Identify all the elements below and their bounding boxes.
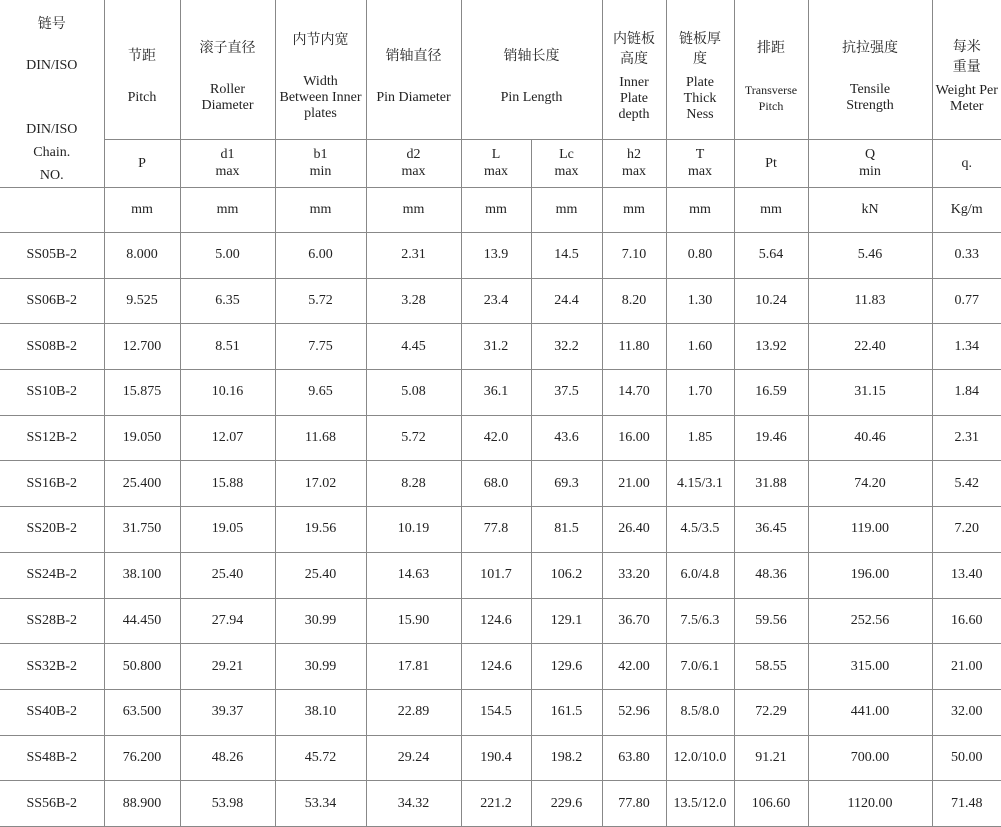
cell-chain-number: SS48B-2 <box>0 735 104 781</box>
cell-weight-per-meter: 32.00 <box>932 689 1001 735</box>
sym-roller <box>180 139 275 187</box>
header-pin-diameter-en: Pin Diameter <box>367 90 461 106</box>
header-roller-zh: 滚子直径 <box>181 38 275 58</box>
cell-chain-number: SS16B-2 <box>0 461 104 507</box>
header-chain <box>0 0 104 188</box>
header-pin-diameter <box>366 0 461 139</box>
sym-l-limit: max <box>462 163 531 180</box>
cell-roller-diameter: 39.37 <box>180 689 275 735</box>
sym-inner-plate-name: h2 <box>603 146 666 163</box>
sym-width-name: b1 <box>276 146 366 163</box>
table-row <box>0 415 1001 461</box>
sym-pin-diameter <box>366 139 461 187</box>
cell-pin-length-lc: 129.1 <box>531 598 602 644</box>
cell-inner-plate-depth: 16.00 <box>602 415 666 461</box>
cell-weight-per-meter: 0.77 <box>932 278 1001 324</box>
sym-pin-diameter-name: d2 <box>367 146 461 163</box>
cell-pitch: 9.525 <box>104 278 180 324</box>
cell-tensile-strength: 11.83 <box>808 278 932 324</box>
unit-tensile: kN <box>808 188 932 233</box>
cell-transverse-pitch: 31.88 <box>734 461 808 507</box>
cell-transverse-pitch: 91.21 <box>734 735 808 781</box>
sym-tensile <box>808 139 932 187</box>
cell-pin-length-lc: 14.5 <box>531 233 602 279</box>
header-pin-length-zh: 销轴长度 <box>462 46 602 66</box>
unit-pitch: mm <box>104 188 180 233</box>
header-pin-length-en: Pin Length <box>462 90 602 106</box>
cell-inner-width: 7.75 <box>275 324 366 370</box>
sym-pitch-name: P <box>105 155 180 172</box>
cell-pin-length-l: 124.6 <box>461 644 531 690</box>
cell-pin-length-l: 36.1 <box>461 370 531 416</box>
header-chain-sub-3: NO. <box>0 164 104 187</box>
cell-pitch: 88.900 <box>104 781 180 827</box>
unit-width: mm <box>275 188 366 233</box>
cell-roller-diameter: 8.51 <box>180 324 275 370</box>
table-row <box>0 689 1001 735</box>
cell-chain-number: SS10B-2 <box>0 370 104 416</box>
header-chain-zh: 链号 <box>0 14 104 34</box>
cell-inner-plate-depth: 14.70 <box>602 370 666 416</box>
cell-pin-length-l: 124.6 <box>461 598 531 644</box>
cell-chain-number: SS05B-2 <box>0 233 104 279</box>
cell-inner-width: 6.00 <box>275 233 366 279</box>
cell-plate-thickness: 8.5/8.0 <box>666 689 734 735</box>
cell-pin-diameter: 14.63 <box>366 552 461 598</box>
header-inner-plate-en: Inner Plate depth <box>603 75 666 123</box>
header-weight <box>932 0 1001 139</box>
header-width <box>275 0 366 139</box>
cell-transverse-pitch: 59.56 <box>734 598 808 644</box>
cell-tensile-strength: 31.15 <box>808 370 932 416</box>
sym-l-name: L <box>462 146 531 163</box>
cell-plate-thickness: 7.5/6.3 <box>666 598 734 644</box>
cell-pin-length-l: 31.2 <box>461 324 531 370</box>
header-pitch-en: Pitch <box>105 90 180 106</box>
unit-pin-length-l: mm <box>461 188 531 233</box>
cell-pitch: 25.400 <box>104 461 180 507</box>
table-row <box>0 507 1001 553</box>
cell-pin-length-l: 42.0 <box>461 415 531 461</box>
sym-transverse-name: Pt <box>735 155 808 172</box>
unit-pin-length-lc: mm <box>531 188 602 233</box>
sym-pin-length-lc <box>531 139 602 187</box>
cell-transverse-pitch: 48.36 <box>734 552 808 598</box>
cell-inner-width: 9.65 <box>275 370 366 416</box>
header-roller-en: Roller Diameter <box>181 82 275 114</box>
cell-pin-diameter: 34.32 <box>366 781 461 827</box>
cell-inner-plate-depth: 21.00 <box>602 461 666 507</box>
cell-plate-thickness: 1.30 <box>666 278 734 324</box>
cell-plate-thickness: 4.5/3.5 <box>666 507 734 553</box>
cell-pin-length-l: 190.4 <box>461 735 531 781</box>
header-weight-en: Weight Per Meter <box>933 83 1001 115</box>
cell-pin-length-lc: 24.4 <box>531 278 602 324</box>
cell-plate-thickness: 7.0/6.1 <box>666 644 734 690</box>
cell-chain-number: SS24B-2 <box>0 552 104 598</box>
table-row <box>0 644 1001 690</box>
sym-tensile-name: Q <box>809 146 932 163</box>
header-tensile <box>808 0 932 139</box>
cell-pin-diameter: 5.08 <box>366 370 461 416</box>
cell-inner-width: 38.10 <box>275 689 366 735</box>
header-transverse-en: Transverse Pitch <box>735 82 808 114</box>
sym-transverse <box>734 139 808 187</box>
cell-weight-per-meter: 21.00 <box>932 644 1001 690</box>
cell-inner-width: 53.34 <box>275 781 366 827</box>
cell-pin-length-l: 23.4 <box>461 278 531 324</box>
sym-plate-thick-limit: max <box>667 163 734 180</box>
sym-roller-name: d1 <box>181 146 275 163</box>
header-pin-length <box>461 0 602 139</box>
cell-plate-thickness: 0.80 <box>666 233 734 279</box>
sym-inner-plate <box>602 139 666 187</box>
header-plate-thick-zh: 链板厚度 <box>679 29 721 69</box>
cell-transverse-pitch: 19.46 <box>734 415 808 461</box>
unit-pin-diameter: mm <box>366 188 461 233</box>
cell-tensile-strength: 40.46 <box>808 415 932 461</box>
cell-roller-diameter: 19.05 <box>180 507 275 553</box>
cell-chain-number: SS06B-2 <box>0 278 104 324</box>
header-chain-sub-1: DIN/ISO <box>0 118 104 141</box>
cell-plate-thickness: 4.15/3.1 <box>666 461 734 507</box>
cell-pitch: 44.450 <box>104 598 180 644</box>
cell-pin-diameter: 4.45 <box>366 324 461 370</box>
cell-weight-per-meter: 7.20 <box>932 507 1001 553</box>
cell-tensile-strength: 441.00 <box>808 689 932 735</box>
cell-inner-width: 30.99 <box>275 644 366 690</box>
cell-pin-length-lc: 198.2 <box>531 735 602 781</box>
sym-roller-limit: max <box>181 163 275 180</box>
sym-inner-plate-limit: max <box>603 163 666 180</box>
cell-plate-thickness: 13.5/12.0 <box>666 781 734 827</box>
header-row-names <box>0 0 1001 139</box>
cell-roller-diameter: 12.07 <box>180 415 275 461</box>
cell-plate-thickness: 6.0/4.8 <box>666 552 734 598</box>
cell-pin-length-l: 68.0 <box>461 461 531 507</box>
header-roller <box>180 0 275 139</box>
cell-inner-width: 17.02 <box>275 461 366 507</box>
unit-transverse: mm <box>734 188 808 233</box>
header-width-en: Width Between Inner plates <box>276 74 366 122</box>
cell-pitch: 76.200 <box>104 735 180 781</box>
cell-tensile-strength: 315.00 <box>808 644 932 690</box>
header-inner-plate <box>602 0 666 139</box>
sym-pitch <box>104 139 180 187</box>
cell-plate-thickness: 12.0/10.0 <box>666 735 734 781</box>
header-pin-diameter-zh: 销轴直径 <box>367 46 461 66</box>
header-tensile-en: Tensile Strength <box>833 82 907 114</box>
cell-weight-per-meter: 0.33 <box>932 233 1001 279</box>
cell-pitch: 15.875 <box>104 370 180 416</box>
cell-pin-diameter: 8.28 <box>366 461 461 507</box>
cell-chain-number: SS12B-2 <box>0 415 104 461</box>
cell-tensile-strength: 196.00 <box>808 552 932 598</box>
table-row <box>0 370 1001 416</box>
unit-weight: Kg/m <box>932 188 1001 233</box>
cell-transverse-pitch: 36.45 <box>734 507 808 553</box>
cell-weight-per-meter: 50.00 <box>932 735 1001 781</box>
cell-chain-number: SS08B-2 <box>0 324 104 370</box>
unit-chain-blank <box>0 188 104 233</box>
cell-pin-length-lc: 81.5 <box>531 507 602 553</box>
cell-roller-diameter: 25.40 <box>180 552 275 598</box>
header-chain-en: DIN/ISO <box>0 58 104 74</box>
table-body <box>0 233 1001 827</box>
table-row <box>0 552 1001 598</box>
table-row <box>0 735 1001 781</box>
header-pitch-zh: 节距 <box>105 46 180 66</box>
header-transverse <box>734 0 808 139</box>
cell-inner-plate-depth: 42.00 <box>602 644 666 690</box>
header-chain-sub-2: Chain. <box>0 141 104 164</box>
cell-transverse-pitch: 16.59 <box>734 370 808 416</box>
cell-transverse-pitch: 13.92 <box>734 324 808 370</box>
cell-inner-plate-depth: 8.20 <box>602 278 666 324</box>
header-plate-thick <box>666 0 734 139</box>
cell-pitch: 31.750 <box>104 507 180 553</box>
table-row <box>0 598 1001 644</box>
cell-transverse-pitch: 58.55 <box>734 644 808 690</box>
cell-pin-length-l: 13.9 <box>461 233 531 279</box>
cell-inner-plate-depth: 36.70 <box>602 598 666 644</box>
table-row <box>0 461 1001 507</box>
header-inner-plate-zh: 内链板高度 <box>613 29 655 69</box>
sym-width <box>275 139 366 187</box>
cell-roller-diameter: 6.35 <box>180 278 275 324</box>
table-row <box>0 233 1001 279</box>
cell-weight-per-meter: 71.48 <box>932 781 1001 827</box>
sym-lc-name: Lc <box>532 146 602 163</box>
cell-chain-number: SS28B-2 <box>0 598 104 644</box>
sym-weight <box>932 139 1001 187</box>
cell-pin-diameter: 5.72 <box>366 415 461 461</box>
cell-weight-per-meter: 13.40 <box>932 552 1001 598</box>
header-width-zh: 内节内宽 <box>276 30 366 50</box>
cell-pin-length-l: 221.2 <box>461 781 531 827</box>
cell-pin-diameter: 2.31 <box>366 233 461 279</box>
cell-inner-plate-depth: 7.10 <box>602 233 666 279</box>
cell-inner-width: 11.68 <box>275 415 366 461</box>
cell-chain-number: SS40B-2 <box>0 689 104 735</box>
cell-inner-width: 25.40 <box>275 552 366 598</box>
cell-inner-width: 5.72 <box>275 278 366 324</box>
header-tensile-zh: 抗拉强度 <box>809 38 932 58</box>
header-row-symbols <box>0 139 1001 187</box>
cell-weight-per-meter: 2.31 <box>932 415 1001 461</box>
sym-pin-length-l <box>461 139 531 187</box>
sym-pin-diameter-limit: max <box>367 163 461 180</box>
table-row <box>0 278 1001 324</box>
cell-pitch: 38.100 <box>104 552 180 598</box>
cell-pin-diameter: 3.28 <box>366 278 461 324</box>
unit-roller: mm <box>180 188 275 233</box>
cell-tensile-strength: 1120.00 <box>808 781 932 827</box>
cell-tensile-strength: 74.20 <box>808 461 932 507</box>
cell-weight-per-meter: 1.84 <box>932 370 1001 416</box>
cell-roller-diameter: 29.21 <box>180 644 275 690</box>
cell-pin-diameter: 22.89 <box>366 689 461 735</box>
cell-roller-diameter: 10.16 <box>180 370 275 416</box>
cell-pitch: 19.050 <box>104 415 180 461</box>
header-plate-thick-en: Plate Thick Ness <box>667 75 734 123</box>
cell-transverse-pitch: 5.64 <box>734 233 808 279</box>
unit-inner-plate: mm <box>602 188 666 233</box>
sym-plate-thick-name: T <box>667 146 734 163</box>
cell-pin-length-lc: 37.5 <box>531 370 602 416</box>
cell-inner-width: 19.56 <box>275 507 366 553</box>
cell-roller-diameter: 48.26 <box>180 735 275 781</box>
cell-inner-plate-depth: 11.80 <box>602 324 666 370</box>
cell-inner-plate-depth: 52.96 <box>602 689 666 735</box>
cell-pin-length-l: 101.7 <box>461 552 531 598</box>
header-pitch <box>104 0 180 139</box>
cell-pin-length-l: 154.5 <box>461 689 531 735</box>
cell-pin-diameter: 15.90 <box>366 598 461 644</box>
cell-tensile-strength: 252.56 <box>808 598 932 644</box>
sym-width-limit: min <box>276 163 366 180</box>
cell-chain-number: SS20B-2 <box>0 507 104 553</box>
table-row <box>0 324 1001 370</box>
cell-transverse-pitch: 72.29 <box>734 689 808 735</box>
cell-inner-plate-depth: 63.80 <box>602 735 666 781</box>
cell-pitch: 50.800 <box>104 644 180 690</box>
cell-pitch: 63.500 <box>104 689 180 735</box>
cell-pin-diameter: 29.24 <box>366 735 461 781</box>
cell-pin-length-lc: 229.6 <box>531 781 602 827</box>
cell-inner-width: 30.99 <box>275 598 366 644</box>
cell-weight-per-meter: 5.42 <box>932 461 1001 507</box>
cell-plate-thickness: 1.70 <box>666 370 734 416</box>
sym-lc-limit: max <box>532 163 602 180</box>
cell-inner-plate-depth: 77.80 <box>602 781 666 827</box>
cell-pitch: 12.700 <box>104 324 180 370</box>
cell-tensile-strength: 700.00 <box>808 735 932 781</box>
cell-pin-diameter: 17.81 <box>366 644 461 690</box>
cell-inner-plate-depth: 26.40 <box>602 507 666 553</box>
cell-roller-diameter: 5.00 <box>180 233 275 279</box>
cell-roller-diameter: 15.88 <box>180 461 275 507</box>
cell-pitch: 8.000 <box>104 233 180 279</box>
cell-roller-diameter: 53.98 <box>180 781 275 827</box>
cell-chain-number: SS32B-2 <box>0 644 104 690</box>
cell-chain-number: SS56B-2 <box>0 781 104 827</box>
cell-pin-length-lc: 161.5 <box>531 689 602 735</box>
cell-inner-width: 45.72 <box>275 735 366 781</box>
sym-tensile-limit: min <box>809 163 932 180</box>
cell-pin-length-lc: 129.6 <box>531 644 602 690</box>
cell-roller-diameter: 27.94 <box>180 598 275 644</box>
cell-inner-plate-depth: 33.20 <box>602 552 666 598</box>
header-weight-zh: 每米重量 <box>951 37 983 77</box>
cell-pin-diameter: 10.19 <box>366 507 461 553</box>
cell-plate-thickness: 1.85 <box>666 415 734 461</box>
cell-pin-length-lc: 32.2 <box>531 324 602 370</box>
header-row-units <box>0 188 1001 233</box>
cell-pin-length-lc: 69.3 <box>531 461 602 507</box>
cell-weight-per-meter: 16.60 <box>932 598 1001 644</box>
cell-transverse-pitch: 10.24 <box>734 278 808 324</box>
cell-tensile-strength: 5.46 <box>808 233 932 279</box>
header-transverse-zh: 排距 <box>735 38 808 58</box>
cell-tensile-strength: 119.00 <box>808 507 932 553</box>
cell-pin-length-l: 77.8 <box>461 507 531 553</box>
cell-transverse-pitch: 106.60 <box>734 781 808 827</box>
unit-plate-thick: mm <box>666 188 734 233</box>
cell-weight-per-meter: 1.34 <box>932 324 1001 370</box>
sym-weight-name: q. <box>933 155 1001 172</box>
cell-tensile-strength: 22.40 <box>808 324 932 370</box>
sym-plate-thick <box>666 139 734 187</box>
cell-pin-length-lc: 106.2 <box>531 552 602 598</box>
cell-plate-thickness: 1.60 <box>666 324 734 370</box>
table-row <box>0 781 1001 827</box>
cell-pin-length-lc: 43.6 <box>531 415 602 461</box>
